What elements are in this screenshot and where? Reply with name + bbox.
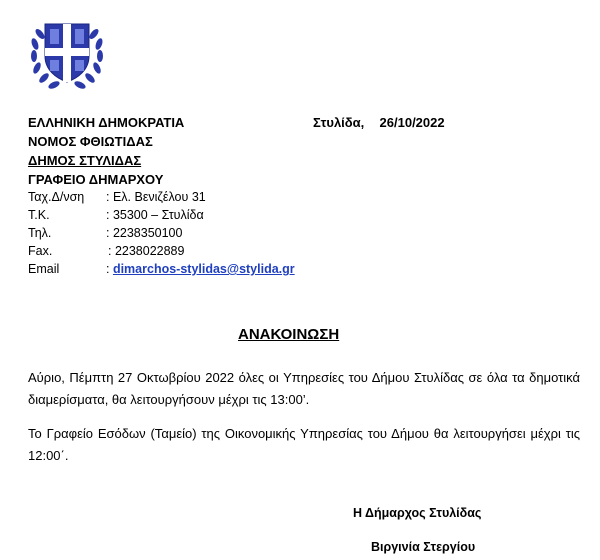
- body-paragraph-2: Το Γραφείο Εσόδων (Ταμείο) της Οικονομικής Υπηρεσίας του Δήμου θα λειτουργήσει μέχρι τις 12:00΄.: [28, 426, 580, 463]
- header-prefecture: ΝΟΜΟΣ ΦΘΙΩΤΙΔΑΣ: [28, 134, 153, 149]
- email-value-wrap: [106, 261, 295, 279]
- postcode-label: Τ.Κ.: [28, 208, 50, 222]
- contact-block: [28, 189, 348, 281]
- header-office: ΓΡΑΦΕΙΟ ΔΗΜΑΡΧΟΥ: [28, 172, 164, 187]
- greek-coat-of-arms-icon: [28, 14, 106, 92]
- fax-label: Fax.: [28, 244, 53, 258]
- phone-label: Τηλ.: [28, 226, 52, 240]
- place: Στυλίδα,: [313, 115, 365, 130]
- place-date: [313, 113, 445, 132]
- email-label: Email: [28, 262, 60, 276]
- announcement-title: ΑΝΑΚΟΙΝΩΣΗ: [238, 326, 340, 343]
- header-republic: ΕΛΛΗΝΙΚΗ ΔΗΜΟΚΡΑΤΙΑ: [28, 115, 185, 130]
- header-municipality: ΔΗΜΟΣ ΣΤΥΛΙΔΑΣ: [28, 153, 142, 168]
- address-label: Ταχ.Δ/νση: [28, 190, 85, 204]
- contact-row-address: [28, 189, 348, 207]
- contact-row-phone: [28, 225, 348, 243]
- contact-row-fax: [28, 243, 348, 261]
- date: 26/10/2022: [379, 115, 445, 130]
- address-value: : Ελ. Βενιζέλου 31: [106, 190, 206, 204]
- postcode-value: : 35300 – Στυλίδα: [106, 208, 204, 222]
- contact-row-postcode: [28, 207, 348, 225]
- phone-value: : 2238350100: [106, 226, 183, 240]
- email-colon: :: [106, 262, 113, 276]
- email-link[interactable]: dimarchos-stylidas@stylida.gr: [112, 262, 295, 276]
- fax-value: : 2238022889: [108, 244, 185, 258]
- signature-role: Η Δήμαρχος Στυλίδας: [353, 506, 482, 520]
- body-paragraph-1: Αύριο, Πέμπτη 27 Οκτωβρίου 2022 όλες οι Υπηρεσίες του Δήμου Στυλίδας σε όλα τα δημοτικά διαμερίσματα, θα λειτουργήσουν μέχρι τις 13:00’.: [28, 370, 580, 407]
- signature-name: Βιργινία Στεργίου: [371, 540, 476, 554]
- contact-row-email: [28, 261, 348, 279]
